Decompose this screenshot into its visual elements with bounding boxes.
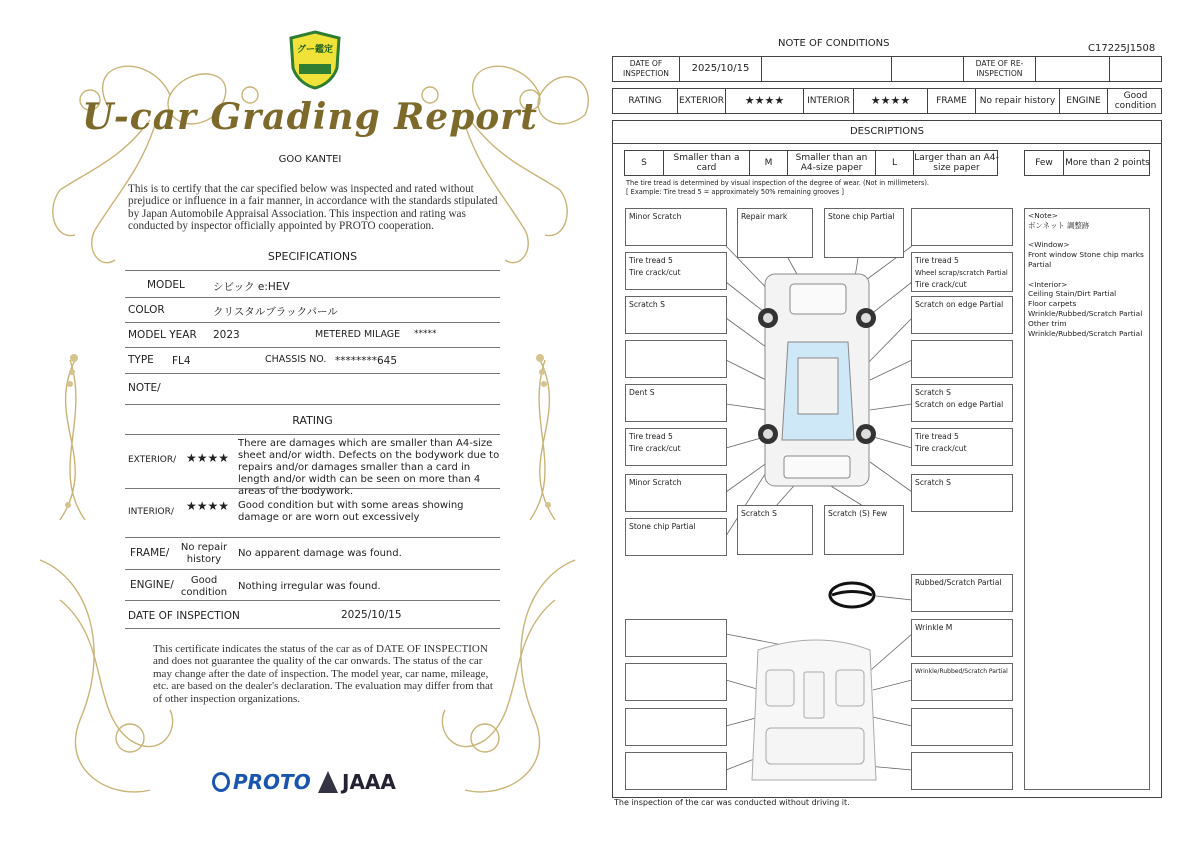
certify-statement: This is to certify that the car specified below was inspected and rated without prejudice or influence in a fair manner, in accordance with the standards stipulated by Japan Automobile Appraisal Association. This inspection and rating was conducted by inspector officially appointed by PROTO cooperation. bbox=[128, 183, 498, 233]
proto-logo-icon bbox=[212, 772, 230, 792]
divider bbox=[125, 434, 500, 435]
jaaa-logo-icon bbox=[318, 771, 338, 793]
date-value: 2025/10/15 bbox=[341, 609, 402, 621]
model-year-value: 2023 bbox=[213, 329, 240, 341]
interior-label: INTERIOR/ bbox=[128, 507, 174, 517]
note-box-ceiling bbox=[625, 619, 727, 657]
engine-label: ENGINE bbox=[1059, 89, 1107, 113]
note-box-driver-seat: Wrinkle M bbox=[911, 619, 1013, 657]
type-label: TYPE bbox=[128, 354, 154, 366]
note-box-windshield: Stone chip Partial bbox=[824, 208, 904, 258]
note-box-rear-floor bbox=[625, 752, 727, 790]
descriptions-heading: DESCRIPTIONS bbox=[612, 120, 1162, 144]
divider bbox=[125, 628, 500, 629]
note-line: Scratch on edge Partial bbox=[915, 400, 1004, 409]
note-box-front-seat bbox=[625, 663, 727, 701]
interior-stars: ★★★★ bbox=[853, 89, 927, 113]
proto-logo-text: PROTO bbox=[233, 770, 311, 794]
note-box-rear-left-tire bbox=[625, 428, 727, 466]
note-line: Tire crack/cut bbox=[915, 280, 967, 289]
note-line: Tire tread 5 bbox=[629, 256, 673, 265]
tread-note: The tire tread is determined by visual inspection of the degree of wear. (Not in millimeters). bbox=[626, 179, 930, 187]
certificate-disclaimer: This certificate indicates the status of the car as of DATE OF INSPECTION and does not guarantee the quality of the car onwards. The status of the car may change after the date of inspection. The model year, car name, mileage, etc. are based on the dealer's declaration. The evaluation may differ from that of other inspection organizations. bbox=[153, 643, 493, 705]
note-line: Scratch S bbox=[915, 388, 951, 397]
note-box-rear-right-tire bbox=[911, 428, 1013, 466]
divider bbox=[125, 270, 500, 271]
rating-label: RATING bbox=[628, 96, 662, 106]
divider bbox=[125, 373, 500, 374]
frame-label: FRAME/ bbox=[130, 547, 170, 559]
frame-value: No repair history bbox=[180, 542, 228, 565]
note-box-cargo bbox=[911, 752, 1013, 790]
note-of-conditions-sheet bbox=[608, 0, 1200, 848]
goo-kantei-badge bbox=[287, 30, 343, 90]
sheet-heading: NOTE OF CONDITIONS bbox=[778, 38, 890, 49]
report-title: U-car Grading Report bbox=[82, 96, 538, 138]
legend-more: More than 2 points bbox=[1063, 151, 1151, 175]
proto-logo bbox=[212, 770, 311, 794]
jaaa-logo bbox=[318, 770, 396, 794]
notes-panel: <Note> ボンネット 調整跡 <Window> Front window Stone chip marks Partial <Interior> Ceiling Stain/Dirt Partial Floor carpets Wrinkle/Rubbed/Scratch Partial Other trim Wrinkle/Rubbed/Scratch Partial bbox=[1024, 208, 1150, 790]
engine-value: Good condition bbox=[1107, 89, 1163, 113]
legend-l-desc: Larger than an A4-size paper bbox=[914, 153, 999, 173]
divider bbox=[125, 537, 500, 538]
note-box-left-fender: Scratch S bbox=[625, 296, 727, 334]
note-box-roof: Stone chip Partial bbox=[625, 518, 727, 556]
note-box-floor bbox=[625, 708, 727, 746]
date-label: DATE OF INSPECTION bbox=[128, 610, 240, 622]
divider bbox=[125, 569, 500, 570]
divider bbox=[125, 488, 500, 489]
note-box-rear-right: Scratch S bbox=[911, 474, 1013, 512]
note-line: Tire crack/cut bbox=[915, 444, 967, 453]
note-box-front-right bbox=[911, 208, 1013, 246]
specs-heading: SPECIFICATIONS bbox=[267, 250, 358, 263]
legend-few: Few bbox=[1035, 158, 1053, 168]
note-box-rear-bumper: Scratch (S) Few bbox=[824, 505, 904, 555]
divider bbox=[125, 297, 500, 298]
note-line: Tire crack/cut bbox=[629, 444, 681, 453]
engine-label: ENGINE/ bbox=[130, 579, 174, 591]
exterior-stars: ★★★★ bbox=[725, 89, 803, 113]
chassis-value: ********645 bbox=[335, 355, 398, 367]
interior-diagram bbox=[752, 640, 876, 780]
color-value: クリスタルブラックパール bbox=[213, 306, 338, 318]
bottom-note: The inspection of the car was conducted without driving it. bbox=[614, 798, 850, 807]
chassis-label: CHASSIS NO. bbox=[265, 354, 327, 365]
engine-value: Good condition bbox=[180, 575, 228, 598]
sheet-code: C17225J1508 bbox=[1088, 43, 1156, 54]
note-label: NOTE/ bbox=[128, 382, 161, 394]
divider bbox=[125, 322, 500, 323]
steering-wheel-icon bbox=[830, 583, 874, 607]
model-year-label: MODEL YEAR bbox=[128, 329, 197, 341]
note-box-right-front-door bbox=[911, 340, 1013, 378]
note-line: Wheel scrap/scratch Partial bbox=[915, 269, 1008, 277]
color-label: COLOR bbox=[128, 304, 165, 316]
note-box-rear-left: Minor Scratch bbox=[625, 474, 727, 512]
divider bbox=[125, 404, 500, 405]
metered-label: METERED MILAGE bbox=[315, 329, 401, 340]
tread-example: [ Example: Tire tread 5 = approximately 50% remaining grooves ] bbox=[626, 188, 844, 196]
note-box-left-rear-door: Dent S bbox=[625, 384, 727, 422]
note-line: Tire tread 5 bbox=[629, 432, 673, 441]
date-reinspection-label: DATE OF RE-INSPECTION bbox=[963, 57, 1035, 81]
note-box-console: Wrinkle/Rubbed/Scratch Partial bbox=[911, 663, 1013, 701]
interior-description: Good condition but with some areas showing damage or are worn out excessively bbox=[238, 500, 464, 523]
badge-text: グー鑑定 bbox=[296, 45, 333, 55]
note-box-front-left: Minor Scratch bbox=[625, 208, 727, 246]
date-inspection-value: 2025/10/15 bbox=[679, 57, 761, 81]
model-label: MODEL bbox=[147, 279, 185, 291]
note-line: Tire tread 5 bbox=[915, 256, 959, 265]
frame-description: No apparent damage was found. bbox=[238, 548, 402, 559]
frame-label: FRAME bbox=[927, 89, 975, 113]
report-subtitle: GOO KANTEI bbox=[278, 154, 342, 165]
note-box-front-right-tire bbox=[911, 252, 1013, 292]
metered-value: ***** bbox=[414, 329, 437, 339]
note-line: Tire tread 5 bbox=[915, 432, 959, 441]
exterior-description: There are damages which are smaller than A4-size sheet and/or width. Defects on the bodywork due to repairs and/or damages smaller than a card in length and/or width can be seen on more than 4 areas of the bodywork. bbox=[238, 438, 500, 497]
rating-heading: RATING bbox=[292, 414, 333, 427]
note-box-hood: Repair mark bbox=[737, 208, 813, 258]
date-inspection-label: DATE OF INSPECTION bbox=[623, 59, 669, 78]
divider bbox=[125, 347, 500, 348]
interior-label: INTERIOR bbox=[803, 89, 853, 113]
legend-l: L bbox=[875, 151, 913, 175]
legend-m-desc: Smaller than an A4-size paper bbox=[787, 151, 875, 175]
exterior-label: EXTERIOR/ bbox=[128, 455, 177, 465]
exterior-stars: ★★★★ bbox=[186, 451, 230, 465]
model-value: シビック e:HEV bbox=[213, 281, 290, 293]
note-box-right-fender: Scratch on edge Partial bbox=[911, 296, 1013, 334]
legend-s-desc: Smaller than a card bbox=[663, 151, 749, 175]
legend-s: S bbox=[641, 158, 647, 168]
note-box-right-rear-door bbox=[911, 384, 1013, 422]
type-value: FL4 bbox=[172, 355, 191, 367]
frame-value: No repair history bbox=[975, 89, 1059, 113]
exterior-label: EXTERIOR bbox=[677, 89, 725, 113]
note-box-front-left-tire bbox=[625, 252, 727, 290]
note-box-trunk: Scratch S bbox=[737, 505, 813, 555]
interior-stars: ★★★★ bbox=[186, 499, 230, 513]
note-box-steering: Rubbed/Scratch Partial bbox=[911, 574, 1013, 612]
note-box-left-front-door bbox=[625, 340, 727, 378]
engine-description: Nothing irregular was found. bbox=[238, 581, 381, 592]
divider bbox=[125, 600, 500, 601]
legend-m: M bbox=[749, 151, 787, 175]
jaaa-logo-text: JAAA bbox=[342, 770, 396, 794]
note-line: Tire crack/cut bbox=[629, 268, 681, 277]
note-box-rear-seat bbox=[911, 708, 1013, 746]
